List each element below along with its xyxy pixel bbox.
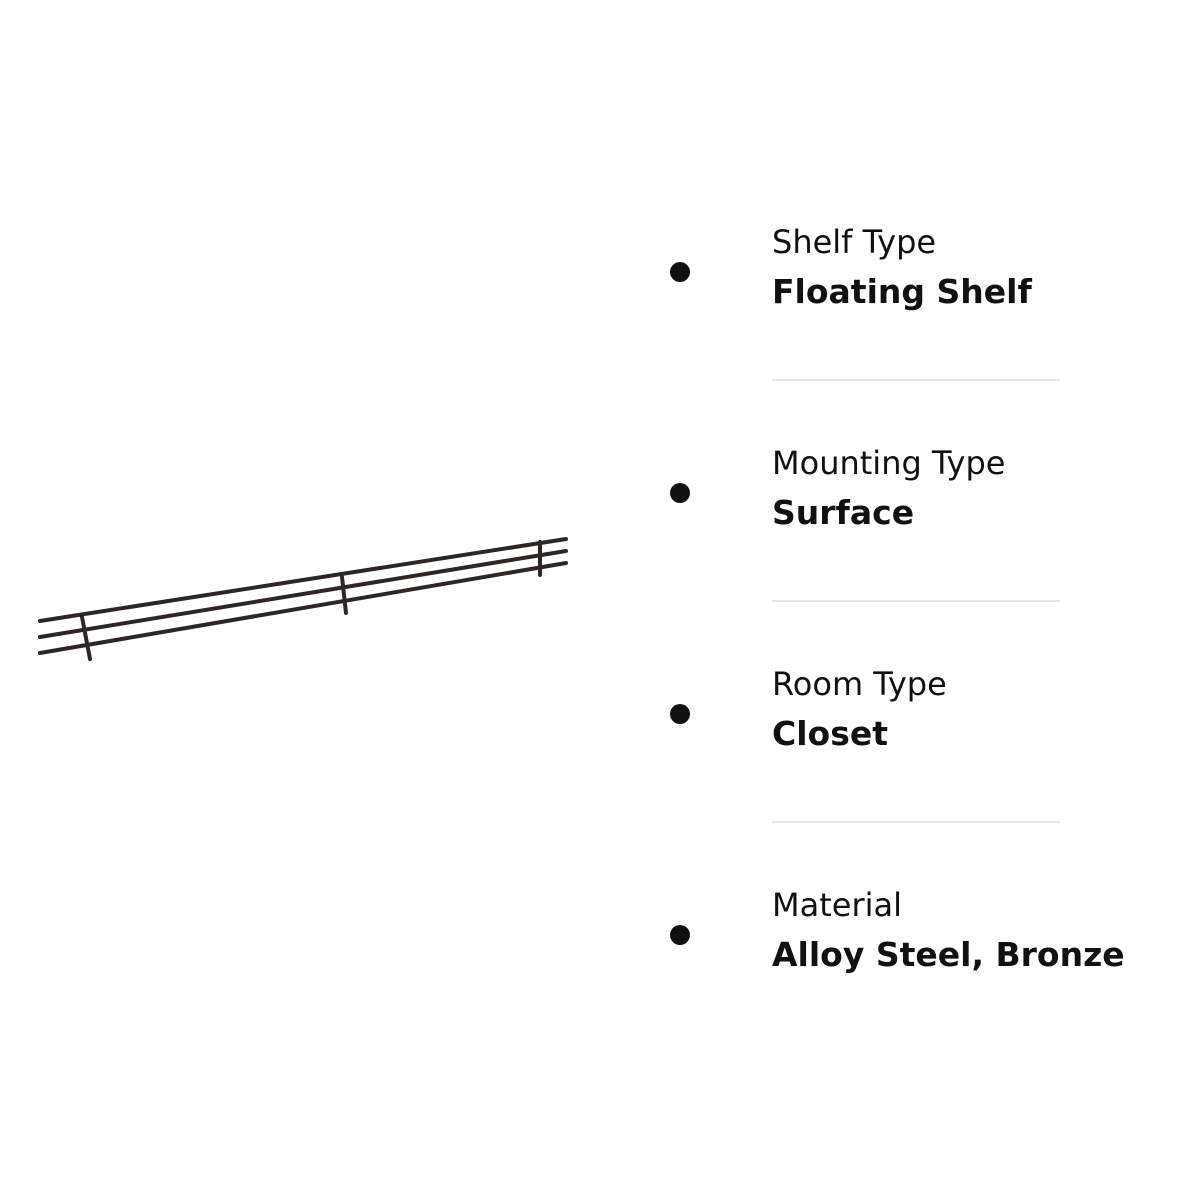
- spec-label: Room Type: [772, 665, 947, 703]
- bullet-icon: [670, 483, 690, 503]
- bullet-icon: [670, 262, 690, 282]
- spec-value: Alloy Steel, Bronze: [772, 935, 1125, 974]
- divider: [772, 379, 1060, 381]
- spec-value: Closet: [772, 714, 888, 753]
- spec-value: Floating Shelf: [772, 272, 1032, 311]
- bullet-icon: [670, 925, 690, 945]
- spec-label: Shelf Type: [772, 223, 937, 261]
- spec-item-material: [660, 883, 1125, 1003]
- spec-value: Surface: [772, 493, 915, 532]
- spec-item-room-type: [660, 662, 1120, 782]
- shelf-fence-product-image: [30, 525, 580, 670]
- spec-item-mounting-type: [660, 441, 1120, 561]
- spec-label: Material: [772, 886, 902, 924]
- divider: [772, 821, 1060, 823]
- divider: [772, 600, 1060, 602]
- bullet-icon: [670, 704, 690, 724]
- spec-item-shelf-type: [660, 220, 1120, 340]
- spec-label: Mounting Type: [772, 444, 1006, 482]
